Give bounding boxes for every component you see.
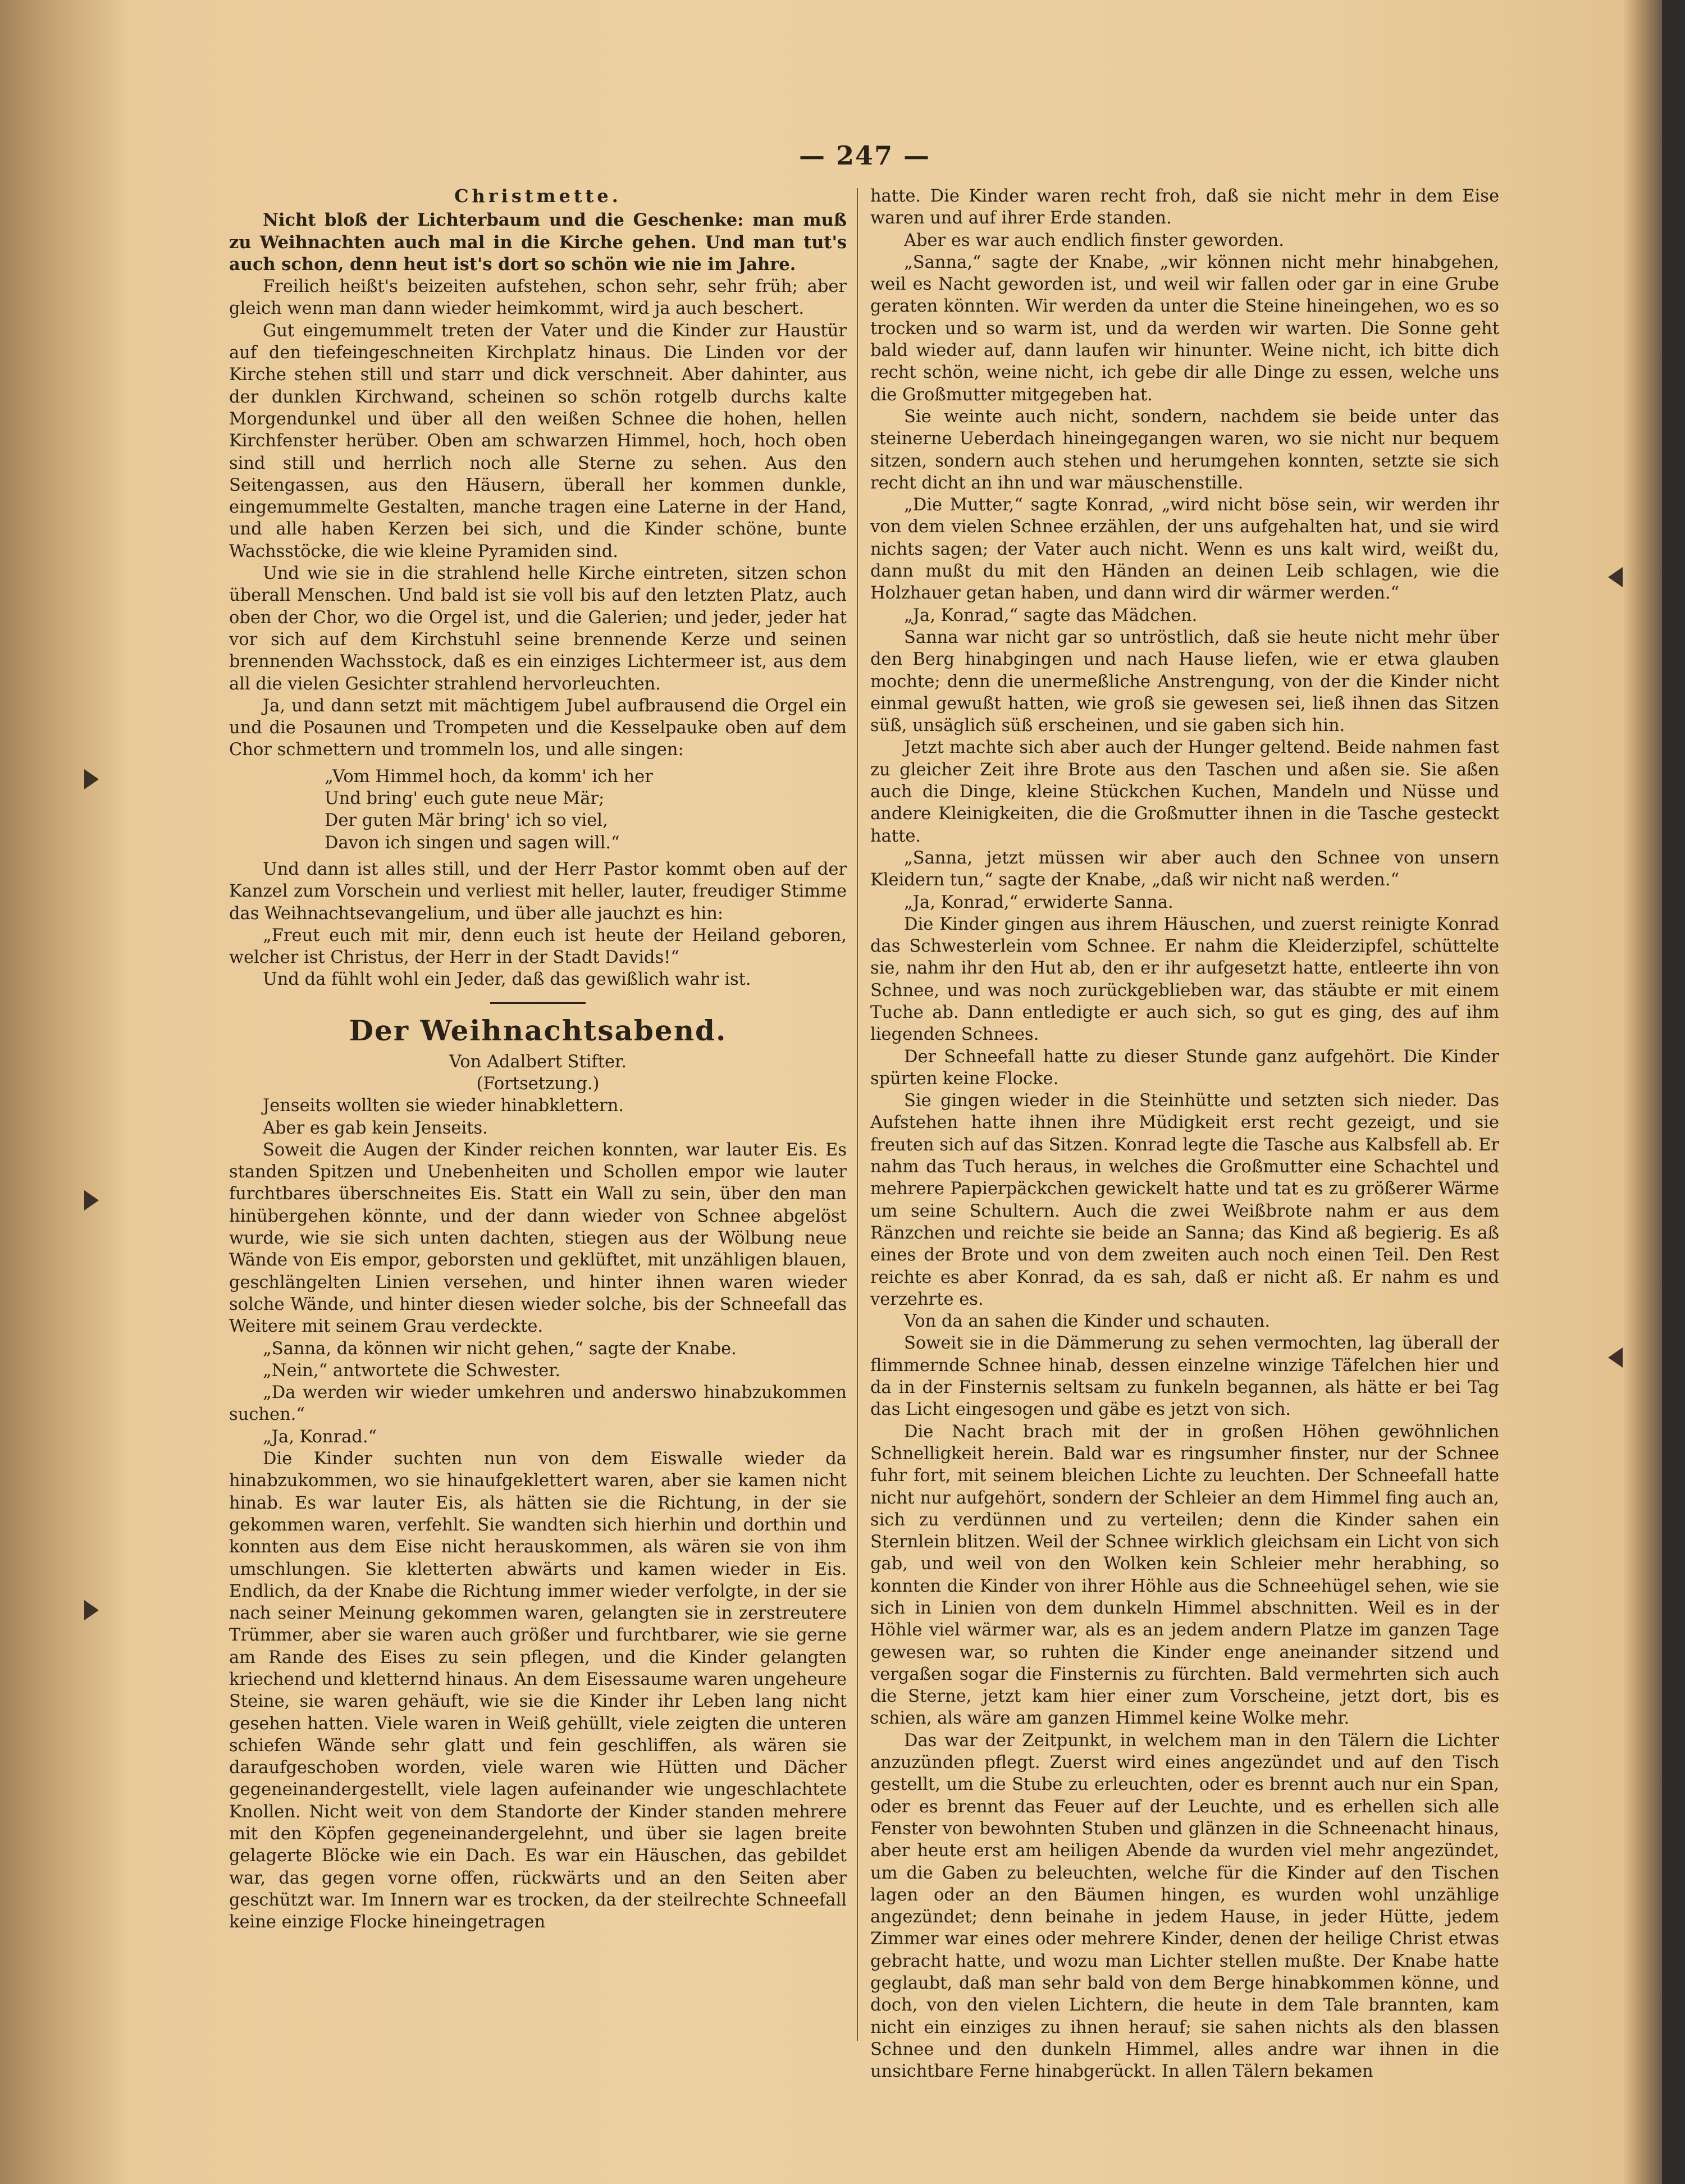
- page-number: — 247 —: [798, 140, 931, 171]
- verse-line: „Vom Himmel hoch, da komm' ich her: [325, 766, 653, 787]
- paragraph: Und dann ist alles still, und der Herr Pastor kommt oben auf der Kanzel zum Vorschein und verliest mit heller, lauter, freudiger Stimme das Weihnachtsevangelium, und über alle jauchzt es hin:: [229, 859, 847, 924]
- paragraph: Gut eingemummelt treten der Vater und die Kinder zur Haustür auf den tiefeingeschneiten Kirchplatz hinaus. Die Linden vor der Kirche stehen still und starr und dick verschneit. Aber dahinter, aus der dunklen Kirchwand, scheinen so schön rotgelb durchs kalte Morgendunkel und über all den weißen Schnee die hohen, hellen Kirchfenster herüber. Oben am schwarzen Himmel, hoch, hoch oben sind still und herrlich noch alle Sterne zu sehen. Aus den Seitengassen, aus den Häusern, überall her kommen dunkle, eingemummelte Gestalten, manche tragen eine Laterne in der Hand, und alle haben Kerzen bei sich, und die Kinder schöne, bunte Wachsstöcke, die wie kleine Pyramiden sind.: [229, 321, 847, 561]
- margin-mark-right: [1608, 1347, 1623, 1368]
- margin-mark-right: [1608, 567, 1623, 587]
- verse-line: Davon ich singen und sagen will.“: [325, 833, 620, 853]
- verse-line: Und bring' euch gute neue Mär;: [325, 789, 605, 809]
- paragraph: Soweit sie in die Dämmerung zu sehen vermochten, lag überall der flimmernde Schnee hinab, dessen einzelne winzige Täfelchen hier und da in der Finsternis seltsam zu funkeln begannen, als hätte er bei Tag das Licht eingesogen und gäbe es jetzt von sich.: [870, 1333, 1499, 1420]
- paragraph: Sie gingen wieder in die Steinhütte und setzten sich nieder. Das Aufstehen hatte ihnen ihre Müdigkeit erst recht gezeigt, und sie freuten sich auf das Sitzen. Konrad legte die Tasche aus Kalbsfell ab. Er nahm das Tuch heraus, in welches die Großmutter eine Schachtel und mehrere Papierpäckchen gewickelt hatte und tat es zu größerer Wärme um seine Schultern. Auch die zwei Weißbrote nahm er aus dem Ränzchen und reichte sie beide an Sanna; das Kind aß begierig. Es aß eines der Brote und von dem zweiten auch noch einen Teil. Den Rest reichte es aber Konrad, da es sah, daß er nicht aß. Er nahm es und verzehrte es.: [870, 1091, 1499, 1309]
- paragraph: Die Nacht brach mit der in großen Höhen gewöhnlichen Schnelligkeit herein. Bald war es ringsumher finster, nur der Schnee fuhr fort, mit seinem bleichen Lichte zu leuchten. Der Schneefall hatte nicht nur aufgehört, sondern der Schleier an dem Himmel fing auch an, sich zu verdünnen und zu verteilen; denn die Kinder sahen ein Sternlein blitzen. Weil der Schnee wirklich gleichsam ein Licht von sich gab, und weil von den Wolken kein Schleier mehr herabhing, so konnten die Kinder von ihrer Höhle aus die Schneehügel sehen, wie sie sich in Linien von dem dunkeln Himmel abschnitten. Weil es in der Höhle viel wärmer war, als es an jedem andern Platze im ganzen Tage gewesen war, so ruhten die Kinder enge aneinander sitzend und vergaßen sogar die Finsternis zu fürchten. Bald vermehrten sich auch die Sterne, jetzt kam hier einer zum Vorscheine, jetzt dort, bis es schien, als wäre am ganzen Himmel keine Wolke mehr.: [870, 1422, 1499, 1729]
- section-rule: [490, 1002, 586, 1004]
- left-column: [229, 185, 847, 1934]
- paragraph: Sanna war nicht gar so untröstlich, daß sie heute nicht mehr über den Berg hinabgingen und nach Hause liefen, wie er etwa glauben mochte; denn die unermeßliche Anstrengung, von der die Kinder nicht einmal gewußt hatten, wie groß sie gewesen sei, ließ ihnen das Sitzen süß, unsäglich süß erscheinen, und sie gaben sich hin.: [870, 627, 1499, 736]
- paragraph: „Die Mutter,“ sagte Konrad, „wird nicht böse sein, wir werden ihr von dem vielen Schnee erzählen, der uns aufgehalten hat, und sie wird nichts sagen; der Vater auch nicht. Wenn es uns kalt wird, weißt du, dann mußt du mit den Händen an deinen Leib schlagen, wie die Holzhauer getan haben, und dann wird dir wärmer werden.“: [870, 495, 1499, 604]
- margin-mark-left: [84, 769, 99, 789]
- story-continuation: (Fortsetzung.): [476, 1073, 600, 1094]
- verse-line: Der guten Mär bring' ich so viel,: [325, 811, 608, 831]
- christmette-title: Christmette.: [454, 185, 622, 207]
- column-divider: [857, 188, 858, 2041]
- story-byline: Von Adalbert Stifter.: [449, 1052, 627, 1072]
- paragraph: „Nein,“ antwortete die Schwester.: [263, 1360, 561, 1381]
- margin-mark-left: [84, 1600, 99, 1620]
- paragraph: „Sanna, jetzt müssen wir aber auch den Schnee von unsern Kleidern tun,“ sagte der Knabe, „daß wir nicht naß werden.“: [870, 848, 1499, 890]
- paragraph: Das war der Zeitpunkt, in welchem man in den Tälern die Lichter anzuzünden pflegt. Zuerst wird eines angezündet und auf den Tisch gestellt, um die Stube zu erleuchten, oder es brennt auch nur ein Span, oder es brennt das Feuer auf der Leuchte, und es erhellen sich alle Fenster von bewohnten Stuben und glänzen in die Schneenacht hinaus, aber heute erst am heiligen Abende da wurden viel mehr angezündet, um die Gaben zu beleuchten, welche für die Kinder auf den Tischen lagen oder an den Bäumen hingen, es wurden wohl unzählige angezündet; denn beinahe in jedem Hause, in jeder Hütte, jedem Zimmer war eines oder mehrere Kinder, denen der heilige Christ etwas gebracht hatte, und wozu man Lichter stellen mußte. Der Knabe hatte geglaubt, daß man sehr bald von dem Berge hinabkommen könne, und doch, von den vielen Lichtern, die heute in dem Tale brannten, kam nicht ein einziges zu ihnen herauf; sie sahen nichts als den blassen Schnee und den dunkeln Himmel, alles andre war ihnen in die unsichtbare Ferne hinabgerückt. In allen Tälern bekamen: [870, 1730, 1499, 2082]
- paragraph: Der Schneefall hatte zu dieser Stunde ganz aufgehört. Die Kinder spürten keine Flocke.: [870, 1047, 1499, 1089]
- paragraph: „Ja, Konrad,“ sagte das Mädchen.: [904, 605, 1198, 625]
- hymn-verse: [229, 766, 847, 854]
- paragraph: „Freut euch mit mir, denn euch ist heute der Heiland geboren, welcher ist Christus, der Herr in der Stadt Davids!“: [229, 925, 847, 968]
- paragraph: Die Kinder suchten nun von dem Eiswalle wieder da hinabzukommen, wo sie hinaufgeklettert waren, aber sie kamen nicht hinab. Es war lauter Eis, als hätten sie die Richtung, in der sie gekommen waren, verfehlt. Sie wandten sich hierhin und dorthin und konnten aus dem Eise nicht herauskommen, als wären sie von ihm umschlungen. Sie kletterten abwärts und kamen wieder in Eis. Endlich, da der Knabe die Richtung immer wieder verfolgte, in der sie nach seiner Meinung gekommen waren, gelangten sie in zerstreutere Trümmer, aber sie waren auch größer und furchtbarer, wie sie gerne am Rande des Eises zu sein pflegen, und die Kinder gelangten kriechend und kletternd hinaus. An dem Eisessaume waren ungeheure Steine, sie waren gehäuft, wie sie die Kinder ihr Leben lang nicht gesehen hatten. Viele waren in Weiß gehüllt, viele zeigten die unteren schiefen Wände sehr glatt und fein geschliffen, als wären sie daraufgeschoben worden, viele waren wie Hütten und Dächer gegeneinandergestellt, viele lagen aufeinander wie ungeschlachtete Knollen. Nicht weit von dem Standorte der Kinder standen mehrere mit den Köpfen gegeneinandergelehnt, und über sie lagen breite gelagerte Blöcke wie ein Dach. Es war ein Häuschen, das gebildet war, das gegen vorne offen, rückwärts und an den Seiten aber geschützt war. Im Innern war es trocken, da der steilrechte Schneefall keine einzige Flocke hineingetragen: [229, 1449, 847, 1932]
- paragraph: Jenseits wollten sie wieder hinabklettern.: [263, 1096, 624, 1116]
- paragraph: Ja, und dann setzt mit mächtigem Jubel aufbrausend die Orgel ein und die Posaunen und Trompeten und die Kesselpauke oben auf dem Chor schmettern und trommeln los, und alle singen:: [229, 696, 847, 760]
- right-column: [870, 185, 1499, 2083]
- paragraph: Von da an sahen die Kinder und schauten.: [904, 1312, 1271, 1332]
- paragraph: Jetzt machte sich aber auch der Hunger geltend. Beide nahmen fast zu gleicher Zeit ihre Brote aus den Taschen und aßen sie. Sie aßen auch die Dinge, kleine Stückchen Kuchen, Mandeln und Nüsse und andere Kleinigkeiten, die die Großmutter ihnen in die Tasche gesteckt hatte.: [870, 738, 1499, 846]
- paragraph: hatte. Die Kinder waren recht froh, daß sie nicht mehr in dem Eise waren und auf ihrer Erde standen.: [870, 186, 1499, 229]
- paragraph: „Ja, Konrad.“: [263, 1427, 377, 1447]
- paragraph: „Sanna, da können wir nicht gehen,“ sagte der Knabe.: [263, 1338, 737, 1359]
- paragraph: Aber es gab kein Jenseits.: [263, 1118, 488, 1138]
- story-title: Der Weihnachtsabend.: [349, 1013, 727, 1047]
- paragraph: „Sanna,“ sagte der Knabe, „wir können nicht mehr hinabgehen, weil es Nacht geworden ist, und weil wir fallen oder gar in eine Grube geraten könnten. Wir werden da unter die Steine hineingehen, wo es so trocken und so warm ist, und da werden wir warten. Die Sonne geht bald wieder auf, dann laufen wir hinunter. Weine nicht, ich bitte dich recht schön, weine nicht, ich gebe dir alle Dinge zu essen, welche uns die Großmutter mitgegeben hat.: [870, 252, 1499, 405]
- paragraph: „Da werden wir wieder umkehren und anderswo hinabzukommen suchen.“: [229, 1383, 847, 1425]
- paragraph: Aber es war auch endlich finster geworden.: [904, 230, 1284, 250]
- paragraph: Die Kinder gingen aus ihrem Häuschen, und zuerst reinigte Konrad das Schwesterlein vom Schnee. Er nahm die Kleiderzipfel, schüttelte sie, nahm ihr den Hut ab, den er ihr aufgesetzt hatte, entleerte ihn von Schnee, und was noch zurückgeblieben war, das stäubte er mit einem Tuche ab. Dann entledigte er auch sich, so gut es ging, des auf ihm liegenden Schnees.: [870, 914, 1499, 1045]
- paragraph: Freilich heißt's beizeiten aufstehen, schon sehr, sehr früh; aber gleich wenn man dann wieder heimkommt, wird ja auch beschert.: [229, 277, 847, 319]
- book-gutter: [0, 0, 129, 2184]
- book-binding: [1662, 0, 1685, 2184]
- paragraph: Nicht bloß der Lichterbaum und die Geschenke: man muß zu Weihnachten auch mal in die Kirche gehen. Und man tut's auch schon, denn heut ist's dort so schön wie nie im Jahre.: [229, 210, 847, 275]
- page-edge: [1623, 0, 1662, 2184]
- paragraph: Und wie sie in die strahlend helle Kirche eintreten, sitzen schon überall Menschen. Und bald ist sie voll bis auf den letzten Platz, auch oben der Chor, wo die Orgel ist, und die Galerien; und jeder, jeder hat vor sich auf dem Kirchstuhl seine brennende Kerze und seinen brennenden Wachsstock, daß es ein einziges Lichtermeer ist, aus dem all die vielen Gesichter strahlend hervorleuchten.: [229, 564, 847, 694]
- paragraph: Soweit die Augen der Kinder reichen konnten, war lauter Eis. Es standen Spitzen und Unebenheiten und Schollen empor wie lauter furchtbares überschneites Eis. Statt ein Wall zu sein, über den man hinübergehen könnte, und der dann wieder von Schnee abgelöst wurde, wie sie sich unten dachten, stiegen aus der Wölbung neue Wände von Eis empor, geborsten und geklüftet, mit unzähligen blauen, geschlängelten Linien versehen, und hinter ihnen waren wieder solche Wände, und hinter diesen wieder solche, bis der Schneefall das Weitere mit seinem Grau verdeckte.: [229, 1140, 847, 1337]
- margin-mark-left: [84, 1190, 99, 1210]
- paragraph: Und da fühlt wohl ein Jeder, daß das gewißlich wahr ist.: [263, 970, 751, 990]
- paragraph: Sie weinte auch nicht, sondern, nachdem sie beide unter das steinerne Ueberdach hineingegangen waren, wo sie nicht nur bequem sitzen, sondern auch stehen und herumgehen konnten, setzte sie sich recht dicht an ihn und war mäuschenstille.: [870, 406, 1499, 493]
- paragraph: „Ja, Konrad,“ erwiderte Sanna.: [904, 892, 1173, 912]
